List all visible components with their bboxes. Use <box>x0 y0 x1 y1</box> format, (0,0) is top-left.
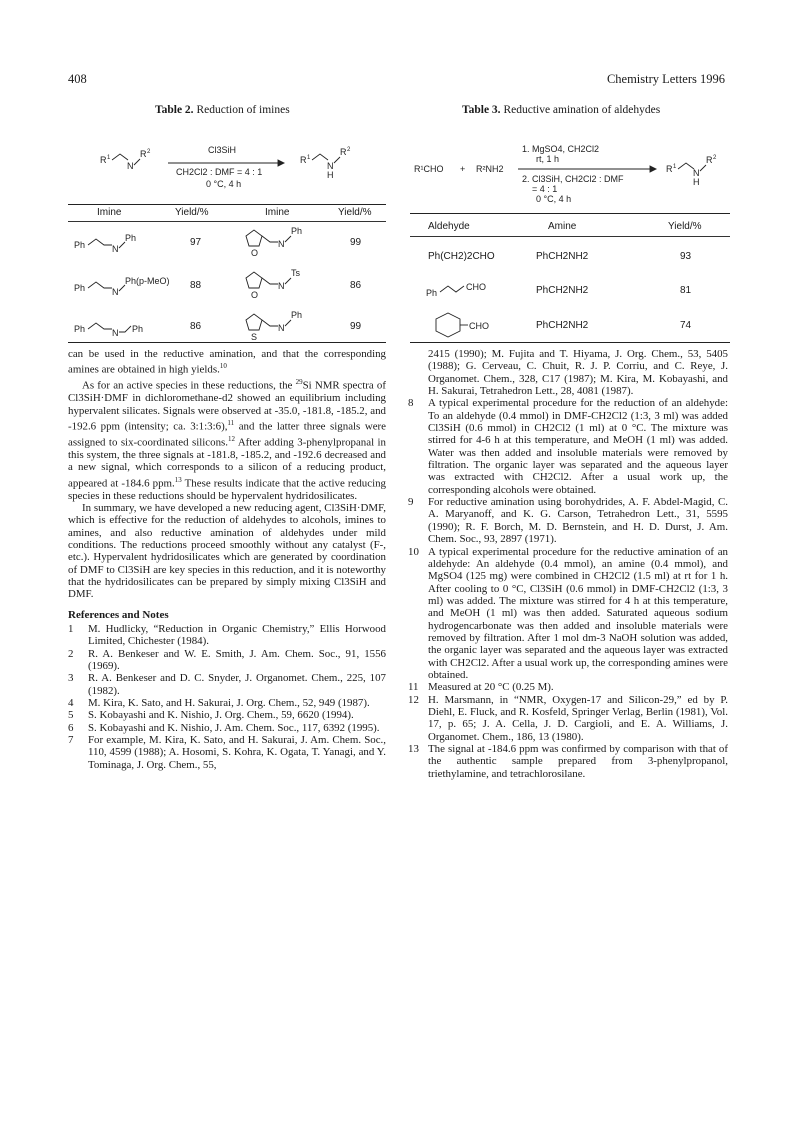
reference-item: 11 Measured at 20 °C (0.25 M). <box>408 681 554 694</box>
svg-text:R: R <box>300 155 307 165</box>
reference-item: 9 For reductive amination using borohydrides, A. F. Abdel-Magid, C. A. Maryanoff, and K. G. Carson, Tetrahedron Lett., 31, 5595 (1990); R. F. Borch, M. D. Bernstein, and H. D. Durst, J. Am. Chem. Soc., 93, 2897 (1971). <box>408 496 728 546</box>
table3-plus: + <box>460 164 466 174</box>
table2-row3-imine-right <box>240 306 330 344</box>
svg-text:R: R <box>706 155 713 165</box>
table3-step-1b: rt, 1 h <box>536 154 560 164</box>
svg-text:O: O <box>251 290 259 300</box>
svg-text:CHO: CHO <box>469 321 489 331</box>
svg-text:R: R <box>666 164 673 174</box>
svg-text:H: H <box>693 177 700 187</box>
svg-text:N: N <box>112 287 119 297</box>
svg-text:H: H <box>327 170 334 180</box>
reference-item: 10 A typical experimental procedure for the reductive amination of an aldehyde: An aldehyde (0.4 mmol), an amine (0.4 mmol), and MgSO4 (125 mg) were combined in CH2Cl2 (1.5 ml) at rt for 1 h. After cooling to 0 °C, Cl3SiH (0.6 mmol) in DMF-CH2Cl2 (1:3, 3 ml) was added. The mixture was stirred for 4 h at this temperature, and MeOH (1 ml) was then added. Saturated aqueous sodium hydrogencarbonate was then added and insoluble materials were removed by filtration. After 1 mol dm-3 NaOH solution was added, the organic layer was separated and the aqueous layer was extracted with CH2Cl2. After a usual work up, the corresponding amines were obtained. <box>408 545 728 681</box>
table3-caption-text: Reductive amination of aldehydes <box>503 104 661 116</box>
table3-row2-yield: 81 <box>680 285 692 296</box>
svg-text:N: N <box>278 281 285 291</box>
table2-row2-imine-right <box>240 264 330 302</box>
table3-row3-yield: 74 <box>680 320 692 331</box>
svg-text:R: R <box>340 147 347 157</box>
table3-header-amine: Amine <box>548 221 577 232</box>
reference-item: 4 M. Kira, K. Sato, and H. Sakurai, J. Org. Chem., 52, 949 (1987). <box>68 697 370 710</box>
table3-row1-amine: PhCH2NH2 <box>536 251 589 262</box>
reference-item: 8 A typical experimental procedure for the reduction of an aldehyde: To an aldehyde (0.4 mmol) in DMF-CH2Cl2 (1:3, 3 ml) was added Cl3SiH (0.6 mmol) in CH2Cl2 (1 ml) at 0 °C. The mixture was stirred for 4-6 h at this temperature, and MeOH (1 ml) was added. Water was then added and insoluble materials were removed by filtration. The organic layer was separated and the aqueous layer was extracted with CH2Cl2. After a usual work up, the corresponding alcohols were obtained. <box>408 397 728 496</box>
table2-caption-label: Table 2. <box>155 104 194 116</box>
svg-text:N: N <box>127 161 134 171</box>
svg-text:Ph: Ph <box>291 226 303 236</box>
reference-item: 3 R. A. Benkeser and D. C. Snyder, J. Organomet. Chem., 225, 107 (1982). <box>68 672 386 697</box>
reference-item: 2 R. A. Benkeser and W. E. Smith, J. Am. Chem. Soc., 91, 1556 (1969). <box>68 647 386 673</box>
svg-text:2: 2 <box>147 149 151 155</box>
table3-step-2a: 2. Cl3SiH, CH2Cl2 : DMF <box>522 174 624 184</box>
table3-row3-amine: PhCH2NH2 <box>536 320 589 331</box>
reference-item: 7 For example, M. Kira, K. Sato, and H. Sakurai, J. Am. Chem. Soc., 110, 4599 (1988); A. Hosomi, S. Kohra, K. Ogata, T. Yanagi, and Y. Tominaga, J. Org. Chem., 55, <box>68 734 386 771</box>
table2-row2-yield-right: 86 <box>350 280 362 291</box>
reference-item: 1 M. Hudlicky, “Reduction in Organic Chemistry,” Ellis Horwood Limited, Chichester (1984). <box>68 623 386 648</box>
table2-reagent-top: Cl3SiH <box>208 145 237 155</box>
table2-row2-imine-left <box>74 271 184 301</box>
svg-text:O: O <box>251 248 259 258</box>
reference-item: 12 H. Marsmann, in “NMR, Oxygen-17 and Silicon-29,” ed by P. Diehl, E. Fluck, and R. Kosfeld, Springer Verlag, Berlin (1981), Vol. 17, p. 65; J. A. Cella, J. D. Cargioli, and E. A. Williams, J. Organomet. Chem., 186, 13 (1980). <box>408 693 728 743</box>
table2-row1-yield-right: 99 <box>350 237 362 248</box>
svg-text:Ph: Ph <box>132 324 144 334</box>
table2-header-yield-2: Yield/% <box>338 207 372 218</box>
reference-item: 2415 (1990); M. Fujita and T. Hiyama, J. Org. Chem., 53, 5405 (1988); G. Cerveau, C. Chuit, R. J. P. Corriu, and C. Reye, J. Organomet. Chem., 328, C17 (1987); M. Kira, M. Kobayashi, and H. Sakurai, Tetrahedron Lett., 28, 4081 (1987). <box>428 348 728 398</box>
svg-text:Ph(p-MeO): Ph(p-MeO) <box>125 276 170 286</box>
table3-row1-aldehyde: Ph(CH2)2CHO <box>428 251 495 262</box>
table2-header-imine-2: Imine <box>265 207 290 218</box>
table3-row3-aldehyde-structure <box>428 309 518 343</box>
svg-text:1: 1 <box>307 155 311 161</box>
table2-caption-text: Reduction of imines <box>196 104 290 116</box>
table2-scheme <box>68 135 388 195</box>
table3-row2-amine: PhCH2NH2 <box>536 285 589 296</box>
paragraph-2: As for an active species in these reductions, the $^{29}$Si NMR spectra of Cl3SiH·DMF in dichloromethane-d2 showed an equilibrium including hypervalent silicates. Signals were observed at -35.0, -181.8, -185.2, and -192.6 ppm (intensity; ca. 3:1:3:6),$^{11}$ and the latter three signals were assigned to six-coordinated silicons.$^{12}$ After adding 3-phenylpropanal in this system, the three signals at -181.8, -185.2, and -192.6 decreased and a new signal, which corresponds to a silicon of a reducing product, appeared at -184.6 ppm.$^{13}$ These results indicate that the active reducing species in these reductions should be hypervalent hydridosilicates. <box>68 378 386 502</box>
right-column <box>408 348 728 780</box>
svg-text:N: N <box>112 244 119 254</box>
svg-text:Ph: Ph <box>426 288 438 298</box>
svg-text:Ph: Ph <box>74 283 86 293</box>
table2-caption <box>155 104 290 116</box>
svg-text:Ph: Ph <box>291 310 303 320</box>
reference-item: 6 S. Kobayashi and K. Nishio, J. Am. Chem. Soc., 117, 6392 (1995). <box>68 721 380 734</box>
svg-text:2: 2 <box>347 147 351 153</box>
svg-text:CHO: CHO <box>466 282 486 292</box>
svg-text:N: N <box>327 161 334 171</box>
table2-row3-imine-left <box>74 312 184 342</box>
svg-text:S: S <box>251 332 258 342</box>
svg-text:1: 1 <box>107 155 111 161</box>
paragraph-3: In summary, we have developed a new reducing agent, Cl3SiH·DMF, which is effective for the reduction of aldehydes to alcohols, imines to amines, and also reductive amination of aldehydes under mild conditions. The reductions proceed smoothly without any catalyst (F-, etc.). Hypervalent hydridosilicates which are generated by coordination of DMF to Cl3SiH are key species in this reduction, and it is noteworthy that the hydridosilicates can be prepared by simply mixing Cl3SiH and DMF. <box>68 501 386 601</box>
left-column <box>68 348 386 771</box>
svg-text:N: N <box>112 328 119 338</box>
svg-text:N: N <box>278 323 285 333</box>
table3-reactant-1: R¹CHO <box>414 164 444 174</box>
table2-row2-yield-left: 88 <box>190 280 202 291</box>
page-number: 408 <box>68 72 87 86</box>
svg-text:R: R <box>140 149 147 159</box>
references-heading: References and Notes <box>68 608 169 621</box>
table2-reagent-bottom-2: 0 °C, 4 h <box>206 179 242 189</box>
svg-text:N: N <box>278 239 285 249</box>
svg-text:2: 2 <box>713 155 717 161</box>
table2-row3-yield-left: 86 <box>190 321 202 332</box>
reference-item: 13 The signal at -184.6 ppm was confirmed by comparison with that of the authentic sample prepared from 3-phenylpropanol, triethylamine, and tetrachlorosilane. <box>408 743 728 780</box>
table3-header-yield: Yield/% <box>668 221 702 232</box>
table3-row2-aldehyde-structure <box>424 276 514 300</box>
table3-row1-yield: 93 <box>680 251 692 262</box>
table3-caption-label: Table 3. <box>462 104 501 116</box>
table3-step-1a: 1. MgSO4, CH2Cl2 <box>522 144 600 154</box>
references-list-left <box>68 623 386 771</box>
table2-row1-imine-right <box>240 222 330 260</box>
table3-caption <box>462 104 660 116</box>
table2-row3-yield-right: 99 <box>350 321 362 332</box>
table2-header-yield-1: Yield/% <box>175 207 209 218</box>
svg-text:Ph: Ph <box>125 233 137 243</box>
paragraph-1: can be used in the reductive amination, and that the corresponding amines are obtained in high yields.$^{10}$ <box>68 348 386 376</box>
journal-name: Chemistry Letters 1996 <box>606 72 725 86</box>
table3-step-2c: 0 °C, 4 h <box>536 194 572 204</box>
table2-row1-yield-left: 97 <box>190 237 202 248</box>
svg-text:N: N <box>693 168 700 178</box>
table3-reactant-2: R²NH2 <box>476 164 504 174</box>
table2-reagent-bottom-1: CH2Cl2 : DMF = 4 : 1 <box>176 167 263 177</box>
table3-scheme <box>410 135 730 205</box>
svg-text:R: R <box>100 155 107 165</box>
svg-text:Ph: Ph <box>74 324 86 334</box>
svg-text:Ph: Ph <box>74 240 86 250</box>
svg-text:1: 1 <box>673 164 677 170</box>
table3-step-2b: = 4 : 1 <box>532 184 558 194</box>
table2-header-imine-1: Imine <box>97 207 122 218</box>
svg-text:Ts: Ts <box>291 268 300 278</box>
reference-item: 5 S. Kobayashi and K. Nishio, J. Org. Chem., 59, 6620 (1994). <box>68 709 354 722</box>
table2-row1-imine-left <box>74 228 164 258</box>
table3-header-aldehyde: Aldehyde <box>428 221 470 232</box>
